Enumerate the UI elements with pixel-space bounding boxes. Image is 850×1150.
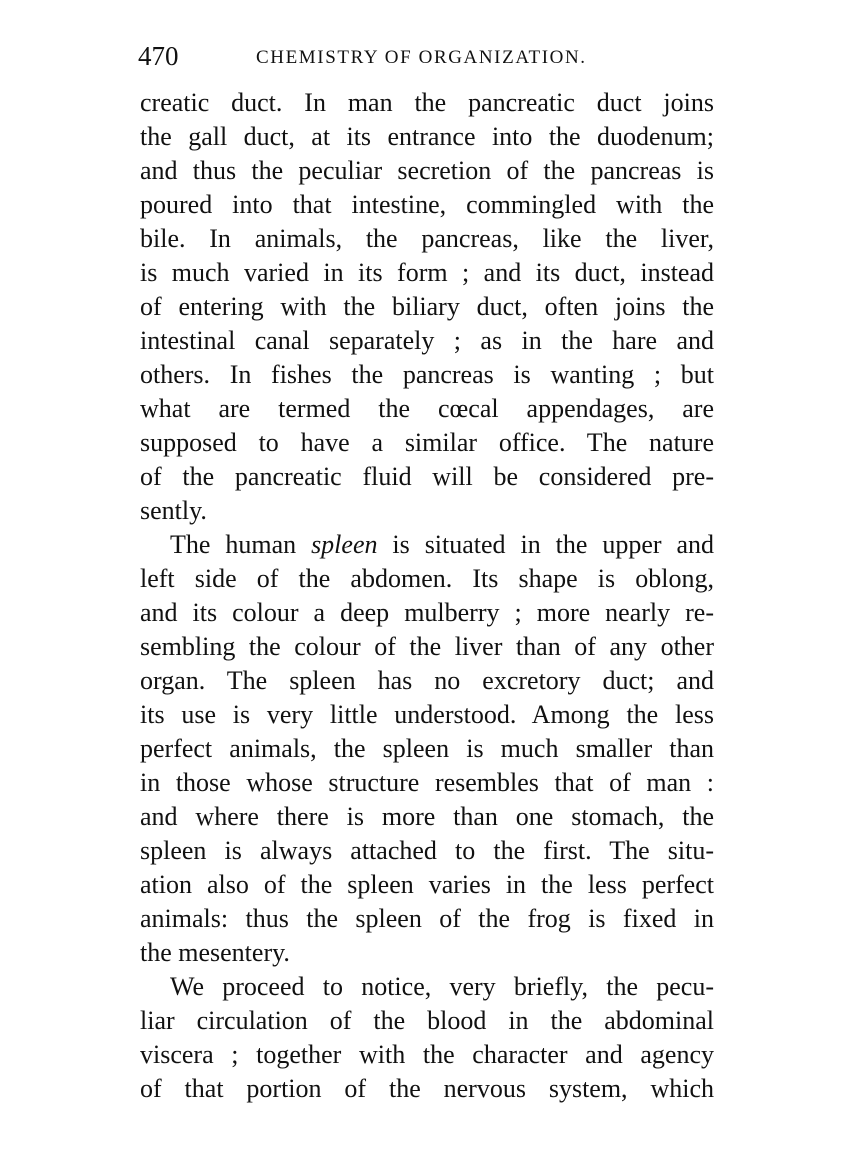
text-line: the gall duct, at its entrance into the duodenum; [140, 122, 714, 151]
text-line: what are termed the cœcal appendages, are [140, 394, 714, 423]
text-line: supposed to have a similar office. The nature [140, 428, 714, 457]
text-line: intestinal canal separately ; as in the hare and [140, 326, 714, 355]
text-run: is situated in the upper and [377, 530, 715, 559]
text-line: animals: thus the spleen of the frog is fixed in [140, 904, 714, 933]
text-line: spleen is always attached to the first. The situ- [140, 836, 714, 865]
page-number: 470 [138, 41, 179, 71]
text-line: We proceed to notice, very briefly, the pecu- [170, 972, 714, 1001]
paragraph-2 [140, 528, 714, 970]
running-head [138, 36, 718, 76]
text-line [140, 528, 714, 562]
text-line: and its colour a deep mulberry ; more nearly re- [140, 598, 714, 627]
body-text [140, 86, 714, 1106]
text-run: The human [170, 530, 312, 559]
text-line: of the pancreatic fluid will be considered pre- [140, 462, 714, 491]
text-line: creatic duct. In man the pancreatic duct joins [140, 88, 714, 117]
text-line: and thus the peculiar secretion of the pancreas is [140, 156, 714, 185]
text-line: of entering with the biliary duct, often joins the [140, 292, 714, 321]
text-line: the mesentery. [140, 938, 290, 967]
text-line: liar circulation of the blood in the abdominal [140, 1006, 714, 1035]
text-line: others. In fishes the pancreas is wanting ; but [140, 360, 714, 389]
paragraph-1 [140, 86, 714, 528]
text-line: and where there is more than one stomach, the [140, 802, 714, 831]
text-line: is much varied in its form ; and its duct, instead [140, 258, 714, 287]
text-line: sembling the colour of the liver than of any other [140, 632, 714, 661]
running-title: CHEMISTRY OF ORGANIZATION. [256, 47, 587, 68]
italic-term-spleen: spleen [311, 530, 378, 559]
text-line: left side of the abdomen. Its shape is oblong, [140, 564, 714, 593]
text-line: bile. In animals, the pancreas, like the liver, [140, 224, 714, 253]
text-line: poured into that intestine, commingled with the [140, 190, 714, 219]
text-line: ation also of the spleen varies in the less perfect [140, 870, 714, 899]
text-line: of that portion of the nervous system, which [140, 1074, 714, 1103]
text-line: in those whose structure resembles that of man : [140, 768, 714, 797]
text-line: organ. The spleen has no excretory duct; and [140, 666, 714, 695]
text-line: viscera ; together with the character and agency [140, 1040, 714, 1069]
text-line: its use is very little understood. Among the less [140, 700, 714, 729]
text-line: perfect animals, the spleen is much smaller than [140, 734, 714, 763]
paragraph-3 [140, 970, 714, 1106]
text-line: sently. [140, 496, 207, 525]
